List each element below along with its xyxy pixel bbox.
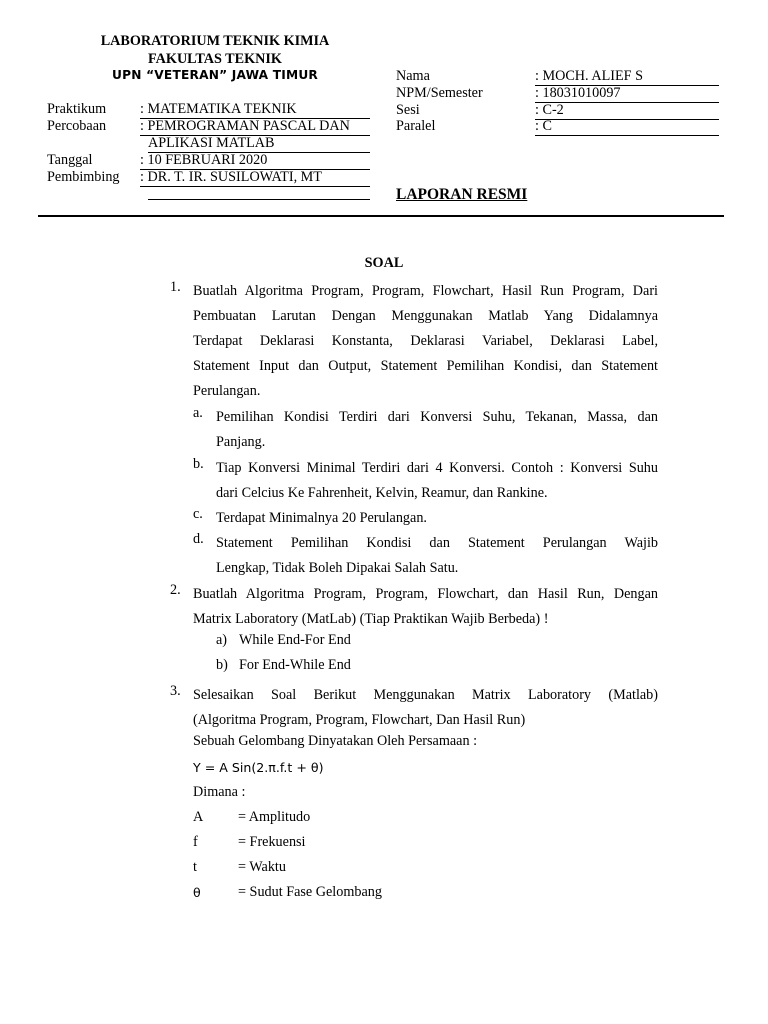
q2a-label: a): [216, 632, 228, 648]
q1b-line-2: dari Celcius Ke Fahrenheit, Kelvin, Reamur, dan Rankine.: [216, 485, 548, 501]
def-text: = Frekuensi: [238, 834, 306, 850]
q3-line-2: (Algoritma Program, Program, Flowchart, Dan Hasil Run): [193, 712, 526, 728]
def-symbol: t: [193, 859, 197, 875]
sesi-value: : C-2: [535, 102, 719, 120]
university-title: UPN “VETERAN” JAWA TIMUR: [112, 68, 318, 82]
tanggal-value: : 10 FEBRUARI 2020: [140, 152, 370, 170]
q1b-label: b.: [193, 456, 204, 472]
paralel-value: : C: [535, 118, 719, 136]
tanggal-label: Tanggal: [47, 152, 93, 168]
q2a-text: While End-For End: [239, 632, 351, 648]
q1-line-5: Perulangan.: [193, 383, 261, 399]
q1-line-2: Pembuatan Larutan Dengan Menggunakan Matlab Yang Didalamnya: [193, 308, 658, 324]
report-title: LAPORAN RESMI: [396, 186, 528, 203]
q2-line-1: Buatlah Algoritma Program, Program, Flowchart, dan Hasil Run, Dengan: [193, 586, 658, 602]
percobaan-label: Percobaan: [47, 118, 107, 134]
q1d-line-1: Statement Pemilihan Kondisi dan Statement Perulangan Wajib: [216, 535, 658, 551]
nama-value: : MOCH. ALIEF S: [535, 68, 719, 86]
q2b-label: b): [216, 657, 228, 673]
q1-number: 1.: [170, 279, 181, 295]
header-divider: [38, 215, 724, 217]
q2-line-2: Matrix Laboratory (MatLab) (Tiap Praktikan Wajib Berbeda) !: [193, 611, 549, 627]
praktikum-value: : MATEMATIKA TEKNIK: [140, 101, 370, 119]
q1-line-3: Terdapat Deklarasi Konstanta, Deklarasi Variabel, Deklarasi Label,: [193, 333, 658, 349]
percobaan-value-2: APLIKASI MATLAB: [148, 135, 370, 153]
pembimbing-label: Pembimbing: [47, 169, 120, 185]
praktikum-label: Praktikum: [47, 101, 107, 117]
q1-line-4: Statement Input dan Output, Statement Pemilihan Kondisi, dan Statement: [193, 358, 658, 374]
section-title: SOAL: [364, 255, 404, 271]
q1b-line-1: Tiap Konversi Minimal Terdiri dari 4 Konversi. Contoh : Konversi Suhu: [216, 460, 658, 476]
q2b-text: For End-While End: [239, 657, 351, 673]
def-symbol: A: [193, 809, 204, 825]
pembimbing-value: : DR. T. IR. SUSILOWATI, MT: [140, 169, 370, 187]
npm-label: NPM/Semester: [396, 85, 483, 101]
percobaan-value-1: : PEMROGRAMAN PASCAL DAN: [140, 118, 370, 136]
lab-title: LABORATORIUM TEKNIK KIMIA: [100, 33, 330, 49]
q3-equation: Y = A Sin(2.π.f.t + θ): [193, 760, 324, 775]
def-symbol: f: [193, 834, 198, 850]
q3-dimana: Dimana :: [193, 784, 246, 800]
q1c-line-1: Terdapat Minimalnya 20 Perulangan.: [216, 510, 427, 526]
q3-number: 3.: [170, 683, 181, 699]
q1a-label: a.: [193, 405, 203, 421]
q1c-label: c.: [193, 506, 203, 522]
def-symbol: θ: [193, 885, 201, 900]
q1a-line-2: Panjang.: [216, 434, 266, 450]
q1a-line-1: Pemilihan Kondisi Terdiri dari Konversi Suhu, Tekanan, Massa, dan: [216, 409, 658, 425]
def-text: = Waktu: [238, 859, 286, 875]
q2-number: 2.: [170, 582, 181, 598]
signature-line: [148, 199, 370, 200]
q3-intro: Sebuah Gelombang Dinyatakan Oleh Persamaan :: [193, 733, 478, 749]
q3-line-1: Selesaikan Soal Berikut Menggunakan Matrix Laboratory (Matlab): [193, 687, 658, 703]
q1d-line-2: Lengkap, Tidak Boleh Dipakai Salah Satu.: [216, 560, 459, 576]
def-text: = Amplitudo: [238, 809, 311, 825]
sesi-label: Sesi: [396, 102, 420, 118]
paralel-label: Paralel: [396, 118, 436, 134]
npm-value: : 18031010097: [535, 85, 719, 103]
nama-label: Nama: [396, 68, 430, 84]
q1-line-1: Buatlah Algoritma Program, Program, Flowchart, Hasil Run Program, Dari: [193, 283, 658, 299]
def-text: = Sudut Fase Gelombang: [238, 884, 382, 900]
faculty-title: FAKULTAS TEKNIK: [148, 51, 282, 67]
q1d-label: d.: [193, 531, 204, 547]
